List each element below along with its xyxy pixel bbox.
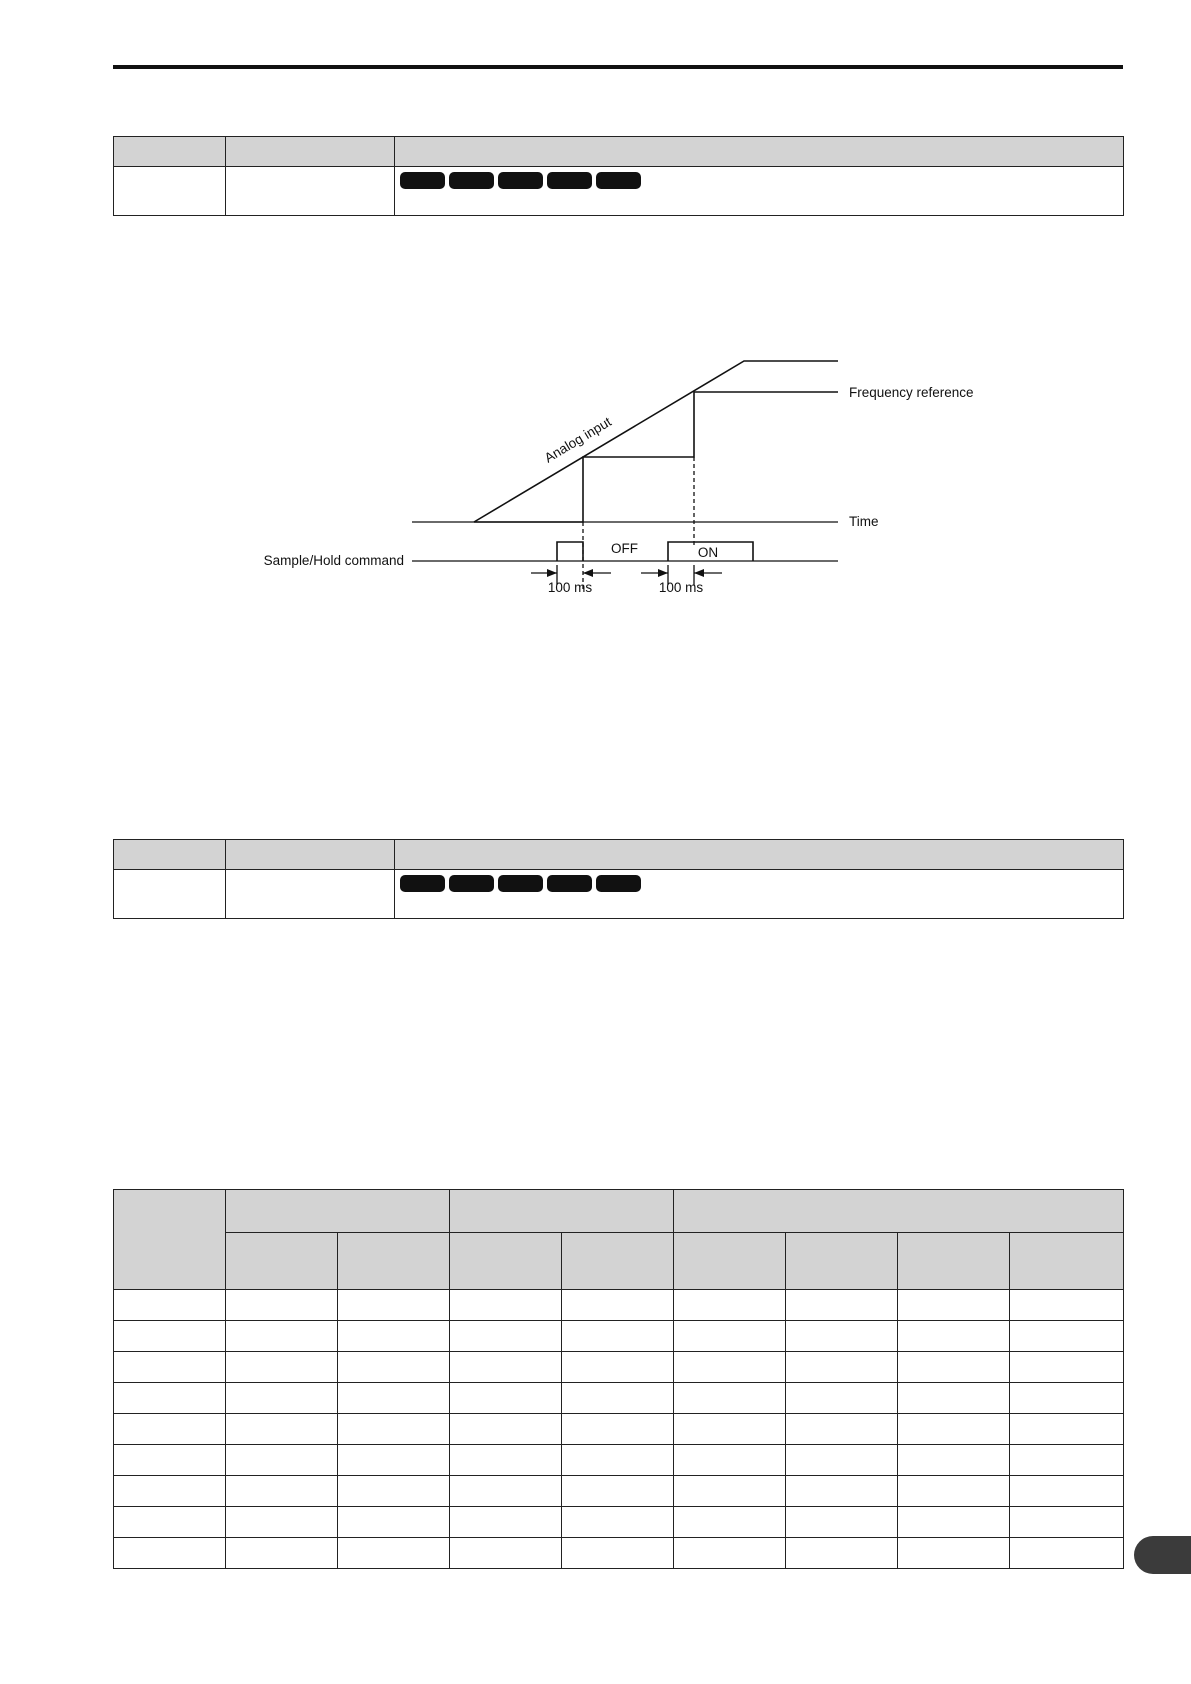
table-cell bbox=[1010, 1383, 1124, 1414]
analog-input-line bbox=[474, 361, 838, 522]
table-cell bbox=[898, 1321, 1010, 1352]
table-subheader-row bbox=[114, 1233, 1124, 1290]
header-cell bbox=[1010, 1233, 1124, 1290]
table-cell bbox=[562, 1383, 674, 1414]
analog-input-label: Analog input bbox=[541, 414, 614, 466]
table-row bbox=[114, 1445, 1124, 1476]
data-table bbox=[113, 1189, 1124, 1569]
table-cell bbox=[338, 1445, 450, 1476]
table-cell bbox=[1010, 1476, 1124, 1507]
table-cell bbox=[786, 1383, 898, 1414]
header-group-cell bbox=[674, 1190, 1124, 1233]
table-cell bbox=[450, 1476, 562, 1507]
table-cell bbox=[114, 1445, 226, 1476]
table-cell bbox=[114, 1383, 226, 1414]
table-cell bbox=[450, 1538, 562, 1569]
table-cell bbox=[114, 870, 226, 919]
table-cell bbox=[562, 1321, 674, 1352]
table-header-row bbox=[114, 840, 1124, 870]
table-cell bbox=[562, 1414, 674, 1445]
table-cell bbox=[1010, 1352, 1124, 1383]
table-cell bbox=[338, 1507, 450, 1538]
table-header-row bbox=[114, 1190, 1124, 1233]
table-cell bbox=[898, 1538, 1010, 1569]
table-cell bbox=[338, 1290, 450, 1321]
delay-label-left: 100 ms bbox=[547, 580, 593, 595]
table-cell bbox=[562, 1476, 674, 1507]
table-cell bbox=[226, 1321, 338, 1352]
table-cell bbox=[226, 1414, 338, 1445]
table-cell bbox=[114, 1476, 226, 1507]
header-cell bbox=[786, 1233, 898, 1290]
frequency-reference-line bbox=[474, 392, 838, 522]
sample-hold-command-label: Sample/Hold command bbox=[263, 553, 404, 568]
table-row bbox=[114, 1290, 1124, 1321]
table-cell bbox=[114, 1352, 226, 1383]
table-cell bbox=[674, 1507, 786, 1538]
table-cell bbox=[450, 1414, 562, 1445]
table-cell bbox=[226, 1538, 338, 1569]
table-row bbox=[114, 1352, 1124, 1383]
table-cell bbox=[786, 1445, 898, 1476]
control-mode-badge bbox=[596, 875, 641, 892]
header-cell bbox=[226, 1233, 338, 1290]
table-cell bbox=[338, 1476, 450, 1507]
off-label: OFF bbox=[611, 541, 638, 556]
on-label: ON bbox=[697, 545, 719, 560]
delay-label-right: 100 ms bbox=[658, 580, 704, 595]
table-cell bbox=[338, 1321, 450, 1352]
table-cell bbox=[562, 1290, 674, 1321]
control-mode-badge bbox=[449, 875, 494, 892]
table-cell bbox=[1010, 1538, 1124, 1569]
table-row bbox=[114, 1507, 1124, 1538]
table-cell bbox=[450, 1290, 562, 1321]
frequency-reference-label: Frequency reference bbox=[849, 385, 974, 400]
table-cell bbox=[562, 1507, 674, 1538]
table-cell bbox=[898, 1476, 1010, 1507]
table-cell bbox=[674, 1476, 786, 1507]
table-cell bbox=[226, 1476, 338, 1507]
table-cell bbox=[450, 1383, 562, 1414]
header-cell bbox=[114, 840, 226, 870]
header-cell bbox=[114, 1190, 226, 1290]
table-row bbox=[114, 1321, 1124, 1352]
table-cell bbox=[674, 1414, 786, 1445]
control-mode-badge bbox=[498, 875, 543, 892]
table-cell bbox=[674, 1352, 786, 1383]
table-cell bbox=[674, 1538, 786, 1569]
data-table-body bbox=[114, 1290, 1124, 1569]
chapter-side-tab bbox=[1134, 1536, 1191, 1574]
table-cell bbox=[450, 1321, 562, 1352]
table-cell bbox=[1010, 1321, 1124, 1352]
table-cell bbox=[338, 1538, 450, 1569]
control-mode-badge bbox=[547, 875, 592, 892]
table-cell bbox=[898, 1414, 1010, 1445]
table-cell bbox=[338, 1414, 450, 1445]
table-row bbox=[114, 1538, 1124, 1569]
table-cell bbox=[898, 1507, 1010, 1538]
table-cell bbox=[114, 1538, 226, 1569]
table-row bbox=[114, 870, 1124, 919]
header-group-cell bbox=[450, 1190, 674, 1233]
table-cell bbox=[562, 1445, 674, 1476]
table-cell bbox=[898, 1445, 1010, 1476]
table-cell bbox=[674, 1445, 786, 1476]
table-cell bbox=[786, 1321, 898, 1352]
table-row bbox=[114, 1476, 1124, 1507]
table-cell bbox=[562, 1352, 674, 1383]
header-cell bbox=[395, 840, 1124, 870]
time-label: Time bbox=[849, 514, 879, 529]
table-cell bbox=[786, 1414, 898, 1445]
table-cell bbox=[1010, 1445, 1124, 1476]
table-cell bbox=[226, 1383, 338, 1414]
table-cell bbox=[1010, 1507, 1124, 1538]
table-cell bbox=[1010, 1414, 1124, 1445]
table-row bbox=[114, 1414, 1124, 1445]
sample-hold-timing-diagram bbox=[0, 0, 1191, 700]
table-cell bbox=[674, 1290, 786, 1321]
header-cell bbox=[450, 1233, 562, 1290]
header-cell bbox=[226, 840, 395, 870]
table-cell bbox=[450, 1507, 562, 1538]
header-cell bbox=[562, 1233, 674, 1290]
table-cell bbox=[395, 870, 1124, 919]
table-cell bbox=[338, 1352, 450, 1383]
table-cell bbox=[450, 1352, 562, 1383]
header-cell bbox=[674, 1233, 786, 1290]
header-group-cell bbox=[226, 1190, 450, 1233]
table-cell bbox=[114, 1290, 226, 1321]
table-cell bbox=[226, 1507, 338, 1538]
table-cell bbox=[338, 1383, 450, 1414]
table-cell bbox=[898, 1290, 1010, 1321]
table-cell bbox=[786, 1476, 898, 1507]
table-cell bbox=[114, 1321, 226, 1352]
table-cell bbox=[226, 1352, 338, 1383]
parameter-table-2 bbox=[113, 839, 1124, 919]
table-cell bbox=[786, 1538, 898, 1569]
table-cell bbox=[674, 1383, 786, 1414]
table-cell bbox=[226, 1290, 338, 1321]
sample-hold-pulse-1 bbox=[557, 542, 583, 561]
table-row bbox=[114, 1383, 1124, 1414]
table-cell bbox=[562, 1538, 674, 1569]
header-cell bbox=[338, 1233, 450, 1290]
table-cell bbox=[1010, 1290, 1124, 1321]
control-mode-badges bbox=[395, 870, 1123, 892]
table-cell bbox=[786, 1507, 898, 1538]
table-cell bbox=[226, 870, 395, 919]
header-cell bbox=[898, 1233, 1010, 1290]
table-cell bbox=[226, 1445, 338, 1476]
table-cell bbox=[898, 1352, 1010, 1383]
table-cell bbox=[786, 1290, 898, 1321]
control-mode-badge bbox=[400, 875, 445, 892]
table-cell bbox=[114, 1414, 226, 1445]
table-cell bbox=[450, 1445, 562, 1476]
table-cell bbox=[898, 1383, 1010, 1414]
table-cell bbox=[114, 1507, 226, 1538]
table-cell bbox=[674, 1321, 786, 1352]
table-cell bbox=[786, 1352, 898, 1383]
